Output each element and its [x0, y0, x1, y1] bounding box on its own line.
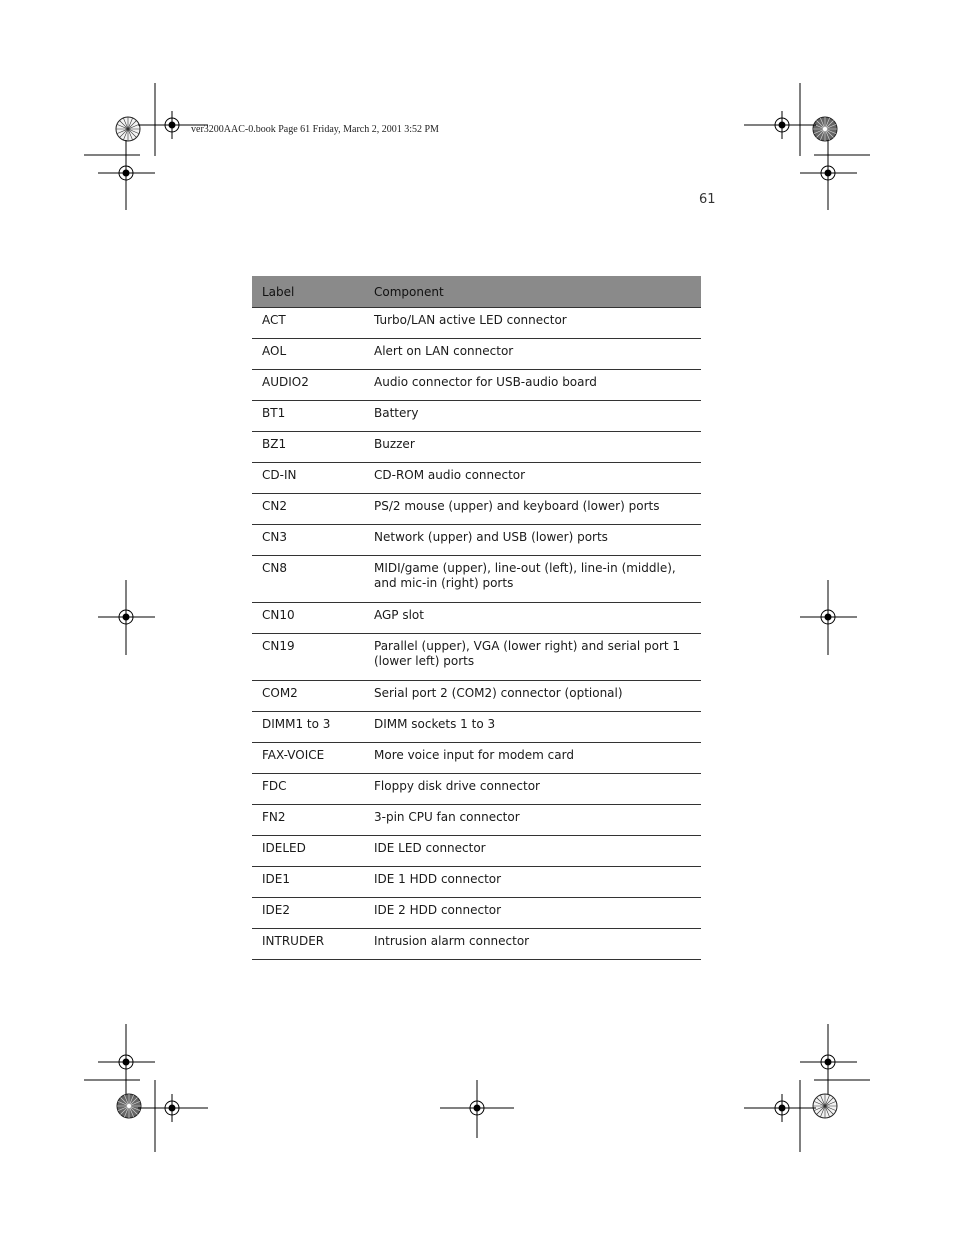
row-label: BT1 [252, 401, 364, 432]
row-label: FDC [252, 774, 364, 805]
table-row [252, 634, 701, 681]
row-component: Parallel (upper), VGA (lower right) and serial port 1 (lower left) ports [364, 634, 701, 681]
print-slug: ver3200AAC-0.book Page 61 Friday, March 2, 2001 3:52 PM [191, 124, 439, 135]
table-row [252, 432, 701, 463]
table-row [252, 681, 701, 712]
table-row [252, 774, 701, 805]
row-component: Audio connector for USB-audio board [364, 370, 701, 401]
row-component: 3-pin CPU fan connector [364, 805, 701, 836]
row-label: DIMM1 to 3 [252, 712, 364, 743]
table-row [252, 463, 701, 494]
table-row [252, 494, 701, 525]
row-label: CN8 [252, 556, 364, 603]
row-label: IDELED [252, 836, 364, 867]
row-label: AOL [252, 339, 364, 370]
row-component: IDE 1 HDD connector [364, 867, 701, 898]
row-component: Turbo/LAN active LED connector [364, 308, 701, 339]
row-label: AUDIO2 [252, 370, 364, 401]
row-component: MIDI/game (upper), line-out (left), line-in (middle), and mic-in (right) ports [364, 556, 701, 603]
table-row [252, 743, 701, 774]
row-label: CN19 [252, 634, 364, 681]
row-component: Battery [364, 401, 701, 432]
table-row [252, 370, 701, 401]
row-label: CN10 [252, 603, 364, 634]
row-component: Network (upper) and USB (lower) ports [364, 525, 701, 556]
row-component: PS/2 mouse (upper) and keyboard (lower) ports [364, 494, 701, 525]
table-row [252, 898, 701, 929]
column-header-label: Label [252, 276, 364, 308]
row-label: COM2 [252, 681, 364, 712]
row-component: DIMM sockets 1 to 3 [364, 712, 701, 743]
row-label: CN3 [252, 525, 364, 556]
row-label: BZ1 [252, 432, 364, 463]
row-component: AGP slot [364, 603, 701, 634]
table-header-row [252, 276, 701, 308]
row-label: FAX-VOICE [252, 743, 364, 774]
component-table [252, 276, 701, 960]
table-row [252, 308, 701, 339]
row-component: Buzzer [364, 432, 701, 463]
row-component: Serial port 2 (COM2) connector (optional) [364, 681, 701, 712]
table-row [252, 339, 701, 370]
table-row [252, 603, 701, 634]
row-component: Intrusion alarm connector [364, 929, 701, 960]
page-number: 61 [699, 192, 716, 207]
row-component: Alert on LAN connector [364, 339, 701, 370]
row-label: CN2 [252, 494, 364, 525]
table-row [252, 525, 701, 556]
column-header-component: Component [364, 276, 701, 308]
table-row [252, 712, 701, 743]
table-body [252, 308, 701, 960]
table-row [252, 836, 701, 867]
row-component: IDE 2 HDD connector [364, 898, 701, 929]
row-label: IDE2 [252, 898, 364, 929]
row-component: CD-ROM audio connector [364, 463, 701, 494]
table-row [252, 929, 701, 960]
table-row [252, 556, 701, 603]
table-row [252, 805, 701, 836]
row-label: IDE1 [252, 867, 364, 898]
row-label: CD-IN [252, 463, 364, 494]
row-label: FN2 [252, 805, 364, 836]
table-row [252, 867, 701, 898]
table-row [252, 401, 701, 432]
row-component: More voice input for modem card [364, 743, 701, 774]
row-label: INTRUDER [252, 929, 364, 960]
row-component: IDE LED connector [364, 836, 701, 867]
row-label: ACT [252, 308, 364, 339]
row-component: Floppy disk drive connector [364, 774, 701, 805]
